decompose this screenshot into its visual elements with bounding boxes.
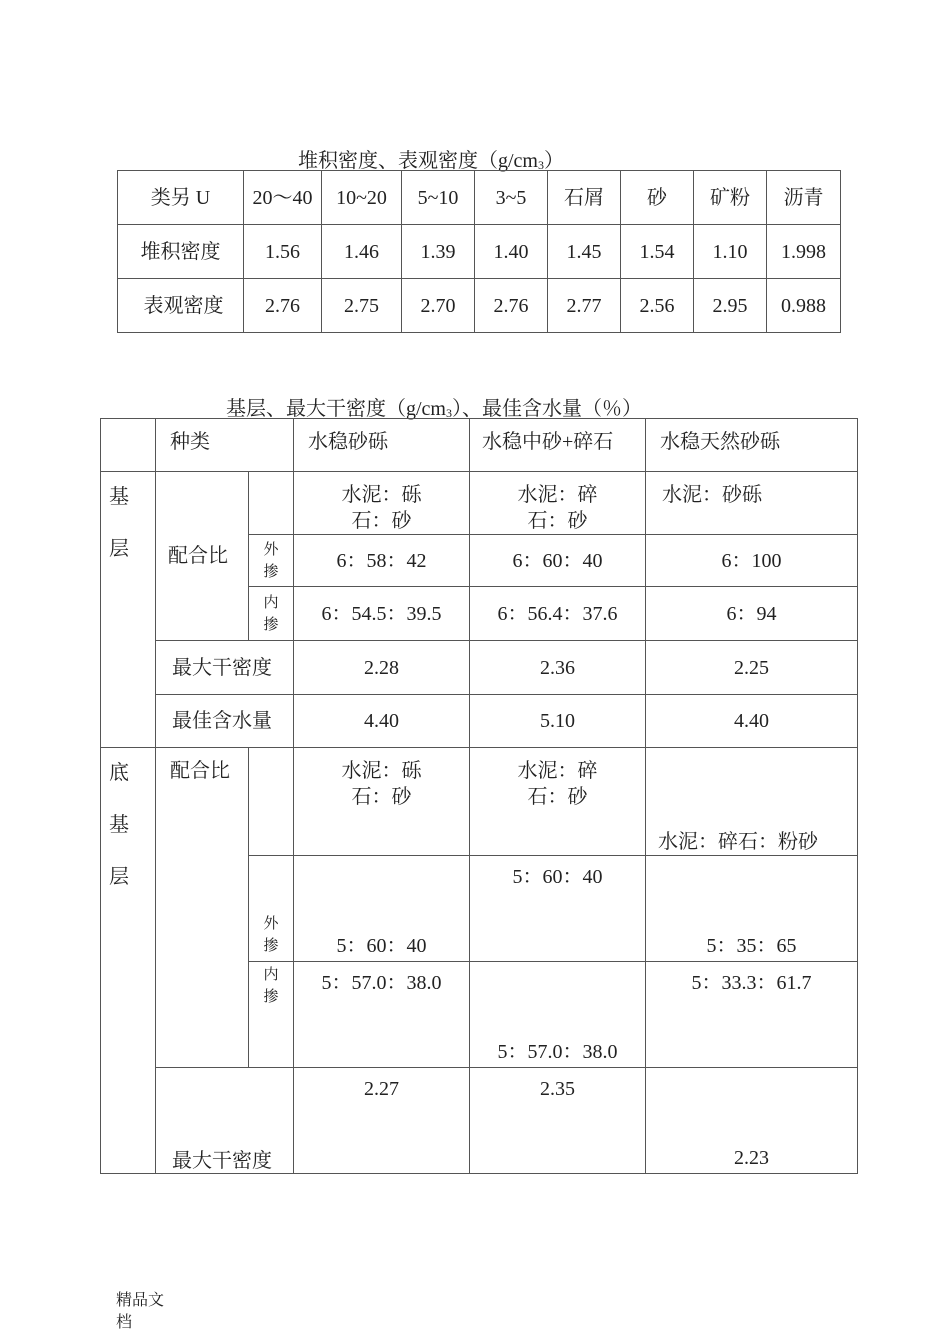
max-density-label: 最大干密度 <box>156 641 294 695</box>
table-cell: 6：94 <box>646 587 858 641</box>
outer-label: 外 掺 <box>249 535 294 587</box>
table-cell: 1.998 <box>767 225 841 279</box>
density-table <box>117 170 841 333</box>
table-cell: 4.40 <box>646 695 858 748</box>
table-cell: 1.56 <box>244 225 322 279</box>
table-cell: 6：56.4：37.6 <box>470 587 646 641</box>
type-label: 种类 <box>156 419 294 472</box>
table-cell: 2.56 <box>621 279 694 333</box>
table-cell: 2.70 <box>402 279 475 333</box>
mix-type: 水泥：碎石：砂 <box>470 472 646 535</box>
table-cell: 2.75 <box>322 279 402 333</box>
mix-type: 水泥：碎石：砂 <box>470 748 646 856</box>
header-3-5: 3~5 <box>475 171 548 225</box>
table-cell: 2.27 <box>294 1068 470 1174</box>
header-stone-chips: 石屑 <box>548 171 621 225</box>
table-cell: 2.76 <box>475 279 548 333</box>
table-cell: 5：57.0：38.0 <box>470 962 646 1068</box>
table-cell: 1.10 <box>694 225 767 279</box>
subbase-layer-label: 底 基 层 <box>101 748 156 1174</box>
subbase-mix-label: 配合比 <box>156 748 249 1068</box>
table2-title: 基层、最大干密度$(g/cm_3)$、最佳含水量（％） <box>226 398 642 420</box>
moisture-label: 最佳含水量 <box>156 695 294 748</box>
column-header: 水稳中砂+碎石 <box>470 419 646 472</box>
header-asphalt: 沥青 <box>767 171 841 225</box>
table-cell: 2.77 <box>548 279 621 333</box>
footer-note: 精品文档 <box>116 1292 165 1331</box>
mix-type: 水泥：砾石：砂 <box>294 748 470 856</box>
mix-type: 水泥：砂砾 <box>646 472 858 535</box>
column-header: 水稳天然砂砾 <box>646 419 858 472</box>
header-mineral-powder: 矿粉 <box>694 171 767 225</box>
base-layer-label: 基 层 <box>101 472 156 748</box>
column-header: 水稳砂砾 <box>294 419 470 472</box>
corner-cell <box>101 419 156 472</box>
header-category: 类另 U <box>118 171 244 225</box>
table-cell: 0.988 <box>767 279 841 333</box>
table-cell: 1.54 <box>621 225 694 279</box>
header-sand: 砂 <box>621 171 694 225</box>
table-cell: 2.95 <box>694 279 767 333</box>
table-cell: 6：60：40 <box>470 535 646 587</box>
empty-cell <box>249 472 294 535</box>
table-cell: 2.76 <box>244 279 322 333</box>
table-cell: 6：100 <box>646 535 858 587</box>
compaction-table <box>100 418 858 1174</box>
header-20-40: 20〜40 <box>244 171 322 225</box>
table-cell: 2.25 <box>646 641 858 695</box>
row-label-apparent-density: 表观密度 <box>118 279 244 333</box>
table-cell: 2.23 <box>646 1068 858 1174</box>
table-cell: 2.28 <box>294 641 470 695</box>
empty-cell <box>249 748 294 856</box>
table-cell: 1.40 <box>475 225 548 279</box>
header-10-20: 10~20 <box>322 171 402 225</box>
table-cell: 5.10 <box>470 695 646 748</box>
base-mix-label: 配合比 <box>156 472 249 641</box>
table-cell: 5：57.0：38.0 <box>294 962 470 1068</box>
table-cell: 5：33.3：61.7 <box>646 962 858 1068</box>
table-row <box>118 225 841 279</box>
inner-label: 内 掺 <box>249 962 294 1068</box>
outer-label: 外 掺 <box>249 856 294 962</box>
row-label-bulk-density: 堆积密度 <box>118 225 244 279</box>
table-cell: 4.40 <box>294 695 470 748</box>
table-row <box>118 279 841 333</box>
table-cell: 2.35 <box>470 1068 646 1174</box>
table-cell: 1.39 <box>402 225 475 279</box>
table-cell: 5：60：40 <box>470 856 646 962</box>
table1-title: 堆积密度、表观密度$(g/cm_3)$ <box>298 150 564 172</box>
mix-type: 水泥：碎石：粉砂 <box>646 748 858 856</box>
table-cell: 1.45 <box>548 225 621 279</box>
table-cell: 5：60：40 <box>294 856 470 962</box>
table-cell: 1.46 <box>322 225 402 279</box>
table-cell: 5：35：65 <box>646 856 858 962</box>
table-cell: 6：54.5：39.5 <box>294 587 470 641</box>
inner-label: 内 掺 <box>249 587 294 641</box>
mix-type: 水泥：砾石：砂 <box>294 472 470 535</box>
table-cell: 2.36 <box>470 641 646 695</box>
max-density-label: 最大干密度 <box>156 1068 294 1174</box>
header-5-10: 5~10 <box>402 171 475 225</box>
table-cell: 6：58：42 <box>294 535 470 587</box>
